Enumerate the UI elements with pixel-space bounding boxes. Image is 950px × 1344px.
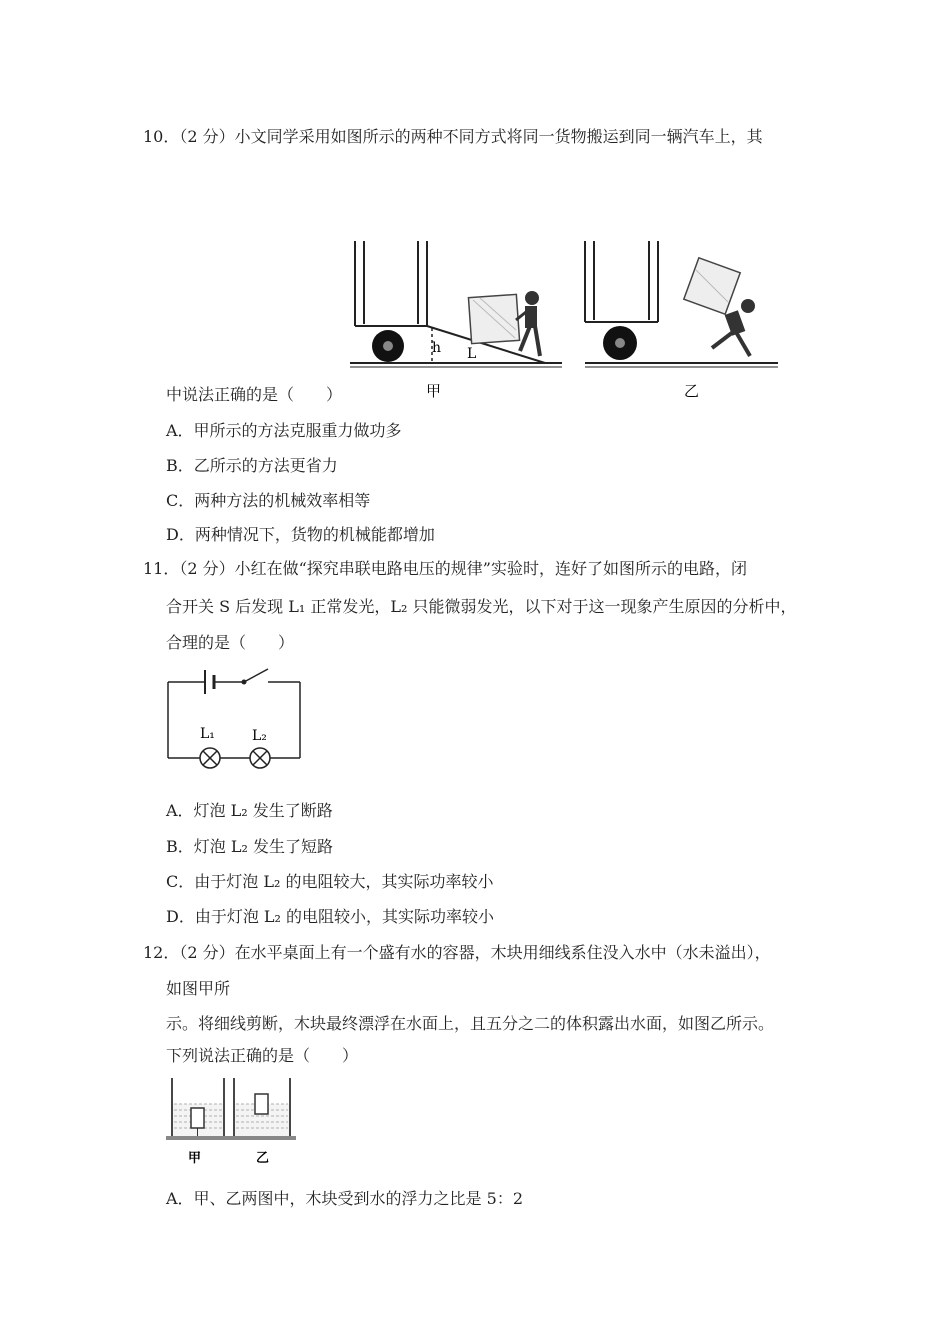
q11-option-b: B．灯泡 L₂ 发生了短路 [166, 837, 333, 856]
q11-option-d: D．由于灯泡 L₂ 的电阻较小，其实际功率较小 [166, 907, 495, 926]
label-l1: L₁ [200, 726, 215, 742]
q10-option-b: B．乙所示的方法更省力 [166, 456, 338, 475]
truck-jia [355, 241, 427, 326]
q12-stem-line1: 12．（2 分）在水平桌面上有一个盛有水的容器，木块用细线系住没入水中（水未溢出）， [143, 943, 771, 962]
container-yi [234, 1078, 290, 1136]
q10-stem-line1: 10．（2 分）小文同学采用如图所示的两种不同方式将同一货物搬运到同一辆汽车上，其 [143, 127, 763, 146]
bulb-l1 [200, 748, 220, 768]
q10-option-c: C．两种方法的机械效率相等 [166, 491, 371, 510]
bulb-l2 [250, 748, 270, 768]
wood-block-jia [191, 1108, 204, 1128]
fig10-label-yi: 乙 [684, 382, 700, 400]
q11-stem-line1: 11．（2 分）小红在做“探究串联电路电压的规律”实验时，连好了如图所示的电路，闭 [143, 559, 747, 578]
q10-option-d: D．两种情况下，货物的机械能都增加 [166, 525, 435, 544]
person-pushing [516, 291, 540, 356]
q12-stem-line2: 如图甲所 [166, 979, 231, 998]
label-h: h [432, 340, 442, 356]
box-on-ramp [468, 294, 519, 343]
fig12-label-yi: 乙 [256, 1151, 270, 1166]
q10-stem-line2: 中说法正确的是（ ） [166, 385, 343, 404]
q11-circuit-figure [160, 664, 310, 776]
fig12-label-jia: 甲 [188, 1151, 202, 1166]
fig10-label-jia: 甲 [426, 382, 442, 400]
wood-block-yi [255, 1094, 268, 1114]
label-l2: L₂ [252, 728, 267, 744]
truck-yi [585, 241, 658, 322]
container-jia [172, 1078, 224, 1136]
q11-option-c: C．由于灯泡 L₂ 的电阻较大，其实际功率较小 [166, 872, 494, 891]
label-L: L [467, 346, 477, 362]
q11-stem-line2: 合开关 S 后发现 L₁ 正常发光，L₂ 只能微弱发光，以下对于这一现象产生原因的分析中， [166, 597, 797, 616]
q12-figure [164, 1074, 298, 1168]
q11-option-a: A．灯泡 L₂ 发生了断路 [166, 801, 333, 820]
q12-option-a: A．甲、乙两图中，木块受到水的浮力之比是 5：2 [166, 1189, 524, 1208]
q10-figure [340, 236, 790, 401]
switch-s [244, 669, 268, 682]
box-carried [684, 258, 740, 314]
q12-stem-line3: 示。将细线剪断，木块最终漂浮在水面上，且五分之二的体积露出水面，如图乙所示。 [166, 1014, 775, 1033]
q11-stem-line3: 合理的是（ ） [166, 633, 295, 652]
q10-option-a: A．甲所示的方法克服重力做功多 [166, 421, 402, 440]
q12-stem-line4: 下列说法正确的是（ ） [166, 1046, 359, 1065]
